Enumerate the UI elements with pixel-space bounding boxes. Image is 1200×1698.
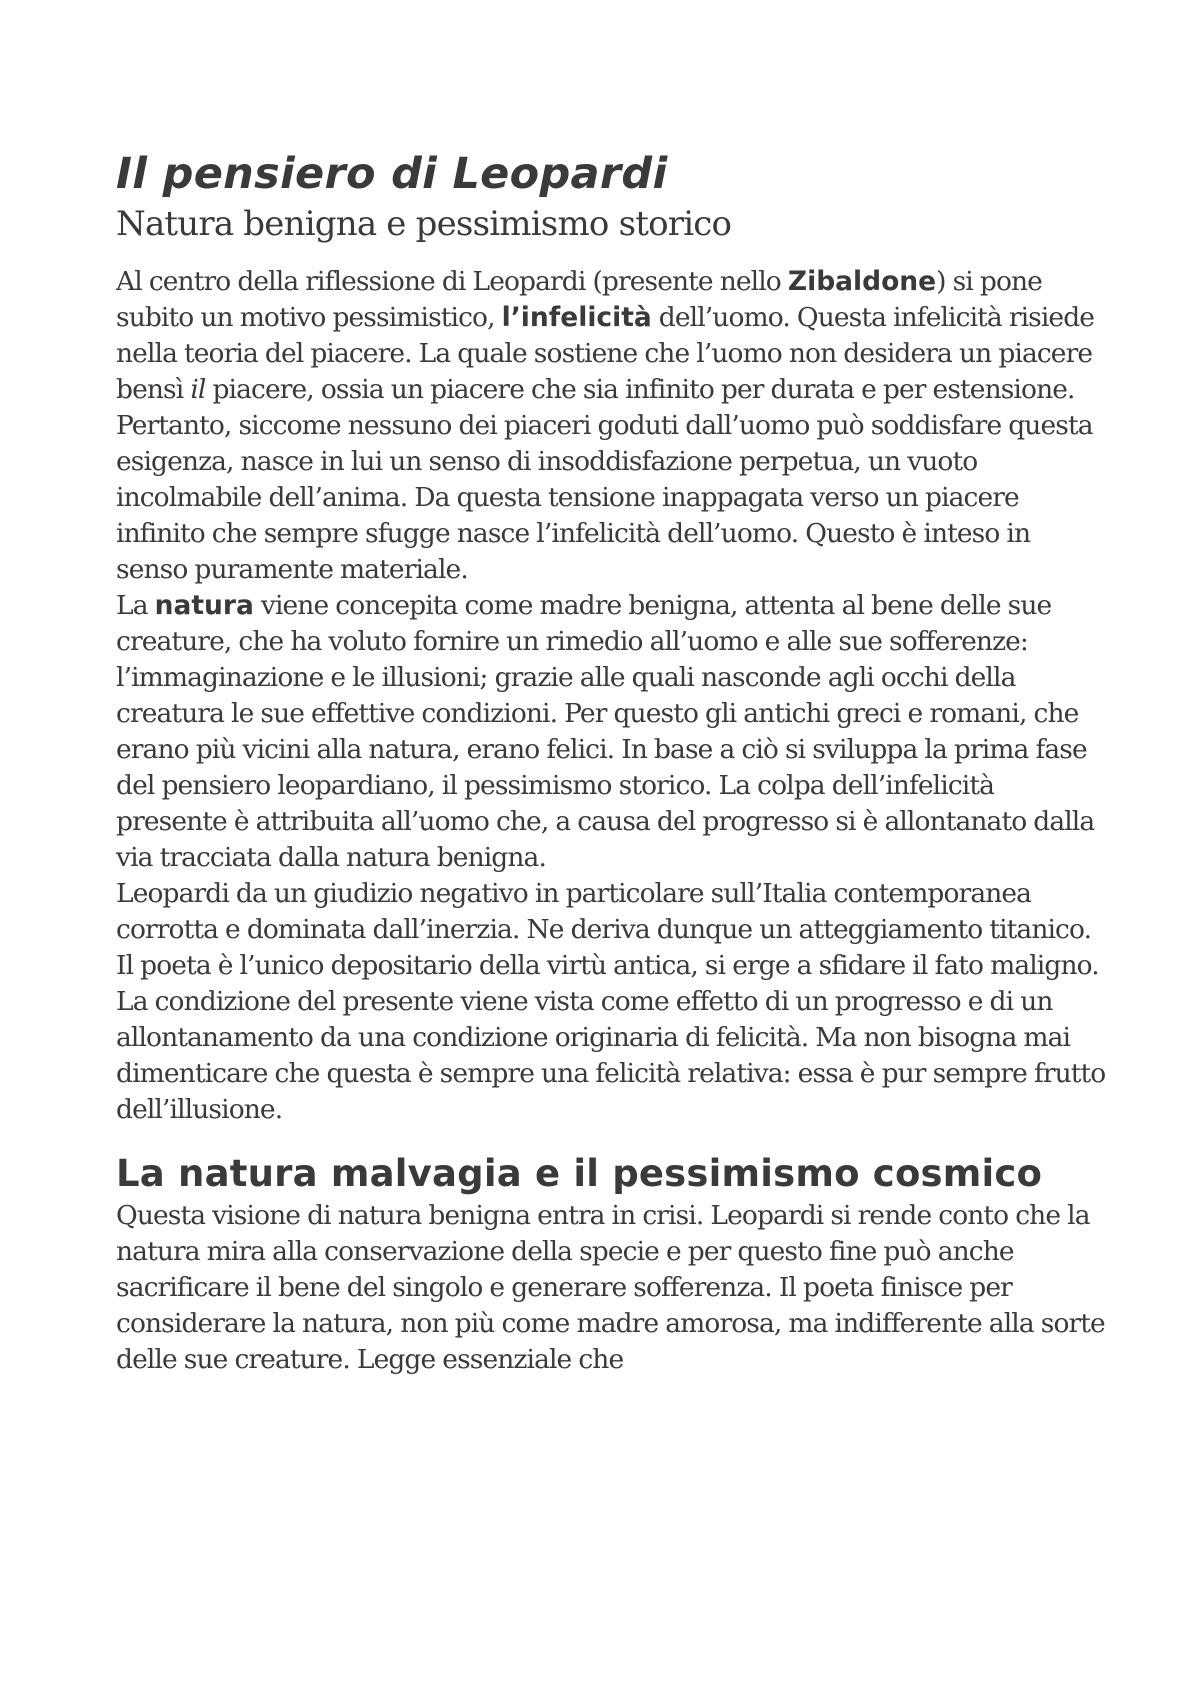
text-run: ) si pone subito un motivo pessimistico, bbox=[116, 266, 1042, 333]
text-run: Al centro della riflessione di Leopardi (presente nello bbox=[116, 266, 788, 297]
paragraph-italia: Leopardi da un giudizio negativo in particolare sull’Italia contemporanea corrotta e dominata dall’inerzia. Ne deriva dunque un atteggiamento titanico. Il poeta è l’unico depositario della virtù antica, si erge a sfidare il fato maligno. La condizione del presente viene vista come effetto di un progresso e di un allontanamento da una condizione originaria di felicità. Ma non bisogna mai dimenticare che questa è sempre una felicità relativa: essa è pur sempre frutto dell’illusione. bbox=[116, 878, 1106, 1125]
document-subtitle: Natura benigna e pessimismo storico bbox=[116, 204, 732, 244]
document-page bbox=[116, 148, 1106, 1378]
italic-term-il: il bbox=[190, 374, 206, 405]
section-heading-pessimismo-cosmico: La natura malvagia e il pessimismo cosmico bbox=[116, 1152, 1043, 1195]
text-run: dell’uomo. Questa infelicità risiede nella teoria del piacere. La quale sostiene che l’uomo non desidera un piacere bensì bbox=[116, 302, 1095, 405]
text-run: viene concepita come madre benigna, attenta al bene delle sue creature, che ha voluto fornire un rimedio all’uomo e alle sue sofferenze: l’immaginazione e le illusioni; grazie alle quali nasconde agli occhi della creatura le sue effettive condizioni. Per questo gli antichi greci e romani, che erano più vicini alla natura, erano felici. In base a ciò si sviluppa la prima fase del pensiero leopardiano, il pessimismo storico. La colpa dell’infelicità presente è attribuita all’uomo che, a causa del progresso si è allontanato dalla via tracciata dalla natura benigna. bbox=[116, 590, 1095, 873]
text-run: La bbox=[116, 590, 155, 621]
bold-term-zibaldone: Zibaldone bbox=[787, 266, 937, 297]
paragraph-crisi: Questa visione di natura benigna entra in crisi. Leopardi si rende conto che la natura mira alla conservazione della specie e per questo fine può anche sacrificare il bene del singolo e generare sofferenza. Il poeta finisce per considerare la natura, non più come madre amorosa, ma indifferente alla sorte delle sue creature. Legge essenziale che bbox=[116, 1200, 1105, 1375]
text-run: piacere, ossia un piacere che sia infinito per durata e per estensione. Pertanto, siccome nessuno dei piaceri goduti dall’uomo può soddisfare questa esigenza, nasce in lui un senso di insoddisfazione perpetua, un vuoto incolmabile dell’anima. Da questa tensione inappagata verso un piacere infinito che sempre sfugge nasce l’infelicità dell’uomo. Questo è inteso in senso puramente materiale. bbox=[116, 374, 1093, 585]
bold-term-natura: natura bbox=[154, 590, 254, 621]
paragraph-infelicita bbox=[116, 264, 1106, 588]
paragraph-natura bbox=[116, 588, 1106, 876]
bold-term-infelicita: l’infelicità bbox=[501, 302, 652, 333]
document-title: Il pensiero di Leopardi bbox=[116, 149, 668, 199]
